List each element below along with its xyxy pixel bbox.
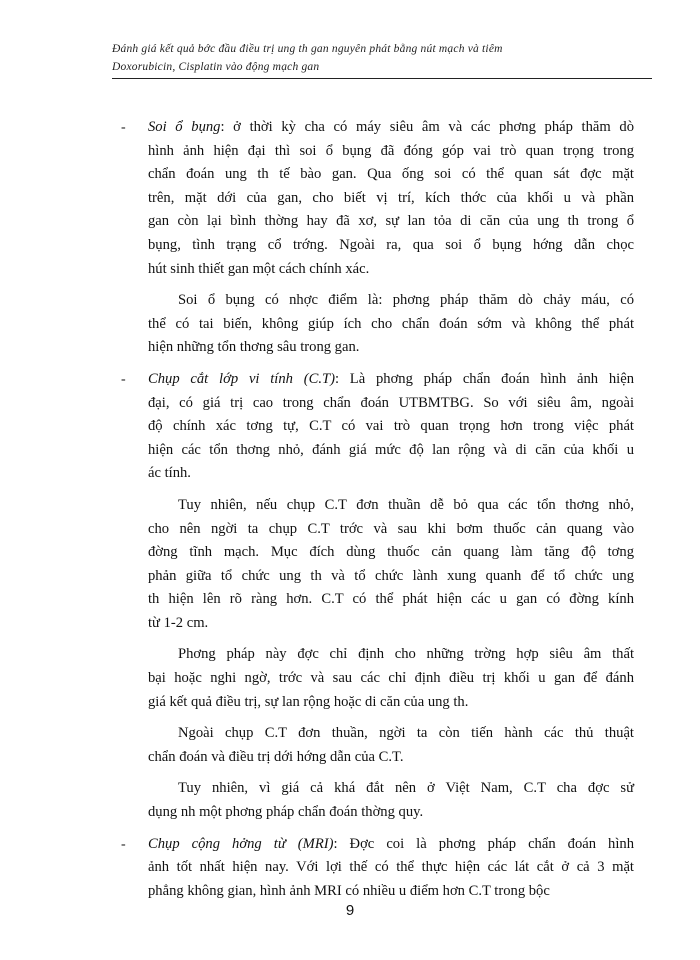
text-line: hiện các tổn thơng nhỏ, đánh giá mức độ lan rộng và di căn của khối u: [148, 441, 634, 458]
running-header-line-1: Đánh giá kết quả bớc đầu điều trị ung th gan nguyên phát bằng nút mạch và tiêm: [112, 43, 503, 55]
text-line: trên, mặt dới của gan, cho biết vị trí, kích thớc của khối u và phần: [148, 189, 634, 206]
bullet-dash: -: [121, 836, 126, 852]
text-line: gan còn lại bình thờng hay đã xơ, sự lan tỏa di căn của ung th trong ổ: [148, 213, 634, 230]
bullet-dash: -: [121, 371, 126, 387]
text-line: phản giữa tổ chức ung th và tổ chức lành xung quanh để tổ chức ung: [148, 567, 634, 584]
section-intro-text: : Đợc coi là phơng pháp chẩn đoán hình: [333, 835, 634, 852]
paragraph: [148, 777, 634, 824]
text-line: Tuy nhiên, vì giá cả khá đắt nên ở Việt Nam, C.T cha đợc sử: [178, 780, 634, 797]
text-line: hình ảnh hiện đại thì soi ổ bụng đã đóng góp vai trò quan trọng trong: [148, 142, 634, 159]
text-line: thể có tai biến, không giúp ích cho chẩn đoán sớm và không thể phát: [148, 315, 634, 332]
text-line: Tuy nhiên, nếu chụp C.T đơn thuần dễ bỏ qua các tổn thơng nhỏ,: [178, 496, 634, 513]
text-line: chẩn đoán ung th tế bào gan. Qua ống soi có thể quan sát đợc mặt: [148, 166, 634, 183]
text-line: [148, 368, 634, 392]
text-line: Ngoài chụp C.T đơn thuần, ngời ta còn tiến hành các thủ thuật: [178, 725, 634, 742]
text-line: ác tính.: [148, 465, 191, 482]
text-line: hút sinh thiết gan một cách chính xác.: [148, 260, 370, 277]
section-intro-text: : Là phơng pháp chẩn đoán hình ảnh hiện: [334, 370, 635, 387]
paragraph: [148, 722, 634, 769]
page-number: 9: [345, 902, 355, 919]
running-header: [112, 40, 652, 76]
text-line: [148, 833, 634, 857]
section-term: Soi ổ bụng: [148, 119, 221, 135]
header-rule: [112, 78, 652, 79]
text-line: đờng tĩnh mạch. Mục đích dùng thuốc cản quang làm tăng độ tơng: [148, 544, 634, 561]
bullet-dash: -: [121, 120, 126, 135]
paragraph: [148, 494, 634, 636]
text-line: cho nên ngời ta chụp C.T trớc và sau khi bơm thuốc cản quang vào: [148, 520, 634, 537]
section-term: Chụp cộng hởng từ (MRI): [148, 835, 334, 852]
text-line: từ 1-2 cm.: [148, 614, 209, 631]
text-line: bại hoặc nghi ngờ, trớc và sau các chỉ định điều trị khối u gan để đánh: [148, 670, 634, 687]
text-line: dụng nh một phơng pháp chẩn đoán thờng quy.: [148, 804, 424, 821]
paragraph: [148, 289, 634, 360]
text-line: đại, có giá trị cao trong chẩn đoán UTBMTBG. So với siêu âm, ngoài: [148, 394, 634, 411]
text-line: th hiện lên rõ ràng hơn. C.T có thể phát hiện các u gan có đờng kính: [148, 591, 634, 608]
body-text: [121, 116, 635, 911]
text-line: phẳng không gian, hình ảnh MRI có nhiều u điểm hơn C.T trong bộc: [148, 882, 550, 899]
text-line: chẩn đoán và điều trị dới hớng dẫn của C.T.: [148, 748, 404, 765]
bullet-item: [121, 116, 634, 281]
section-term: Chụp cắt lớp vi tính (C.T): [148, 370, 335, 387]
text-line: giá kết quả điều trị, sự lan rộng hoặc di căn của ung th.: [148, 693, 469, 710]
text-line: bụng, tình trạng cổ trớng. Ngoài ra, qua soi ổ bụng hớng dẫn chọc: [148, 236, 634, 253]
text-line: Phơng pháp này đợc chỉ định cho những trờng hợp siêu âm thất: [178, 646, 634, 663]
text-line: độ chính xác tơng tự, C.T có vai trò quan trọng hơn trong việc phát: [148, 418, 634, 435]
bullet-item: [121, 833, 634, 904]
paragraph: [148, 643, 634, 714]
text-line: Soi ổ bụng có nhợc điểm là: phơng pháp thăm dò chảy máu, có: [178, 292, 634, 309]
section-intro-text: : ở thời kỳ cha có máy siêu âm và các phơng pháp thăm dò: [220, 119, 634, 135]
running-header-line-2: Doxorubicin, Cisplatin vào động mạch gan: [112, 61, 320, 73]
bullet-item: [121, 368, 635, 486]
text-line: hiện những tổn thơng sâu trong gan.: [148, 339, 360, 356]
text-line: ảnh tốt nhất hiện nay. Với lợi thế có thể thực hiện các lát cắt ở cả 3 mặt: [148, 859, 634, 876]
text-line: [148, 116, 634, 140]
